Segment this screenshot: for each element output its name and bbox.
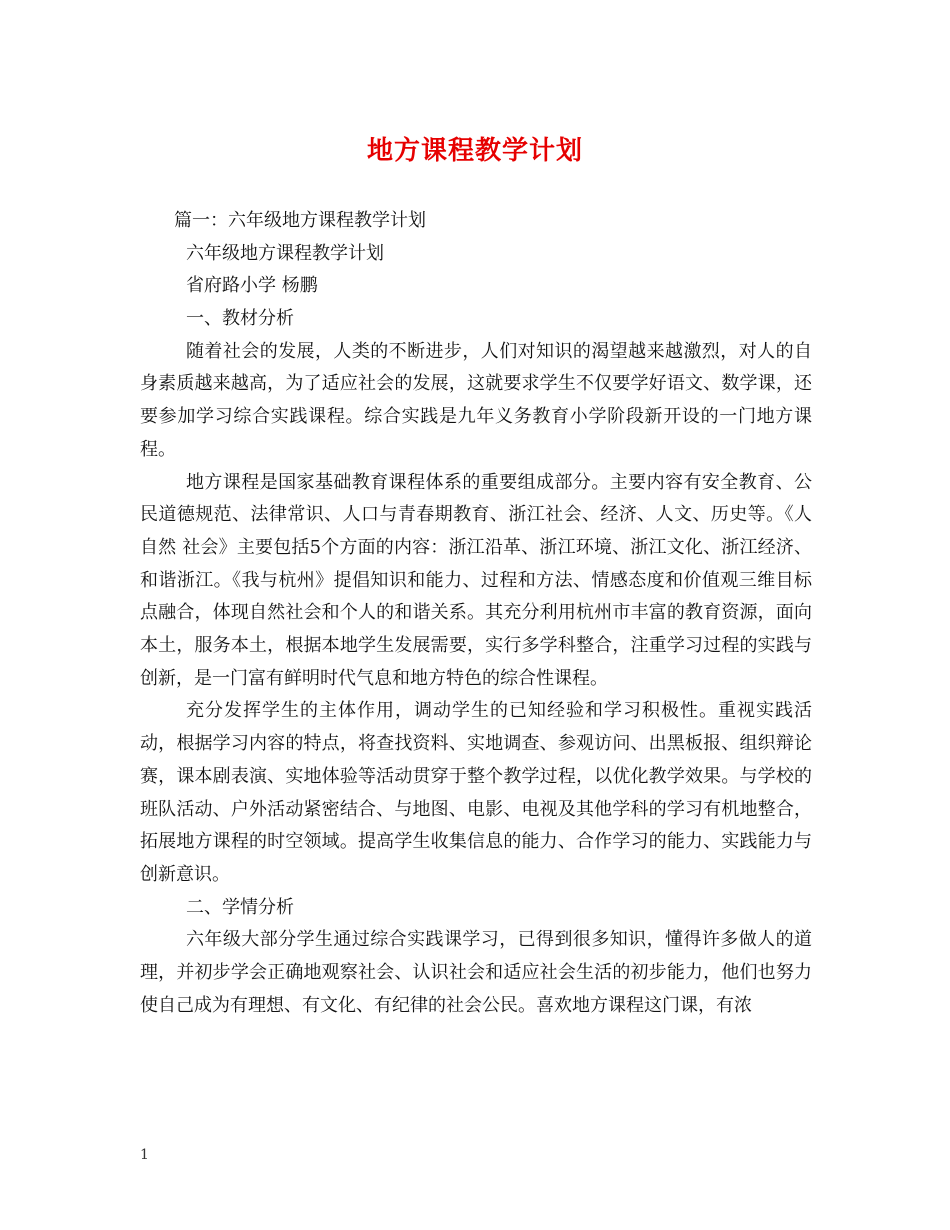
article-author: 省府路小学 杨鹏 (186, 275, 318, 297)
article-heading: 篇一：六年级地方课程教学计划 (174, 210, 426, 231)
page-number: 1 (140, 1147, 149, 1163)
document-body (140, 205, 812, 1023)
paragraph: 六年级大部分学生通过综合实践课学习，已得到很多知识，懂得许多做人的道理，并初步学会正确地观察社会、认识社会和适应社会生活的初步能力，他们也努力使自己成为有理想、有文化、有纪律的社会公民。喜欢地方课程这门课，有浓 (140, 929, 812, 1016)
section-heading-students: 二、学情分析 (186, 896, 294, 918)
section-heading-materials: 一、教材分析 (186, 308, 294, 330)
article-subtitle: 六年级地方课程教学计划 (186, 242, 384, 264)
document-title: 地方课程教学计划 (366, 136, 583, 166)
paragraph: 充分发挥学生的主体作用，调动学生的已知经验和学习积极性。重视实践活动，根据学习内容的特点，将查找资料、实地调查、参观访问、出黑板报、组织辩论赛，课本剧表演、实地体验等活动贯穿于整个教学过程，以优化教学效果。与学校的班队活动、户外活动紧密结合、与地图、电影、电视及其他学科的学习有机地整合，拓展地方课程的时空领域。提高学生收集信息的能力、合作学习的能力、实践能力与创新意识。 (140, 700, 812, 885)
paragraph: 地方课程是国家基础教育课程体系的重要组成部分。主要内容有安全教育、公民道德规范、法律常识、人口与青春期教育、浙江社会、经济、人文、历史等。《人 自然 社会》主要包括5个方面的内容：浙江沿革、浙江环境、浙江文化、浙江经济、和谐浙江。《我与杭州》提倡知识和能力、过程和方法、情感态度和价值观三维目标点融合，体现自然社会和个人的和谐关系。其充分利用杭州市丰富的教育资源，面向本土，服务本土，根据本地学生发展需要，实行多学科整合，注重学习过程的实践与创新，是一门富有鲜明时代气息和地方特色的综合性课程。 (140, 471, 812, 689)
paragraph: 随着社会的发展，人类的不断进步，人们对知识的渴望越来越激烈，对人的自身素质越来越高，为了适应社会的发展，这就要求学生不仅要学好语文、数学课，还要参加学习综合实践课程。综合实践是九年义务教育小学阶段新开设的一门地方课程。 (140, 340, 812, 460)
